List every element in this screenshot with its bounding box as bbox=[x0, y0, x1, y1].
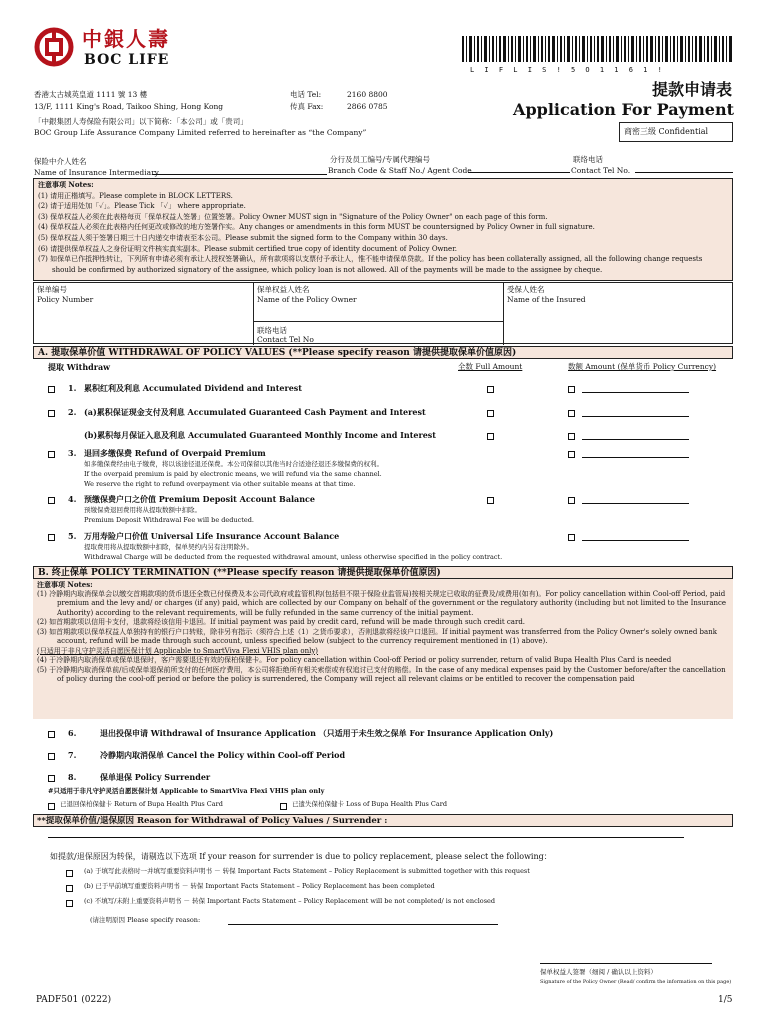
section-b-notes-title: 注意事项 Notes: bbox=[37, 580, 93, 589]
fax-label: 传真 Fax: bbox=[290, 102, 324, 111]
item-1-full-checkbox[interactable] bbox=[487, 386, 494, 393]
item-4-amount-checkbox[interactable] bbox=[568, 497, 575, 504]
reason-title: **提取保单价值/退保原因 Reason for Withdrawal of Policy Values / Surrender : bbox=[33, 814, 733, 827]
branch-label-cn: 分行及员工编号/专属代理编号 bbox=[330, 155, 431, 164]
policy-no-label-en: Policy Number bbox=[37, 295, 94, 304]
signature-line[interactable] bbox=[540, 963, 712, 964]
item-7-checkbox[interactable] bbox=[48, 753, 55, 760]
option-c-checkbox[interactable] bbox=[66, 900, 73, 907]
boc-emblem-icon bbox=[34, 27, 74, 67]
item-3-note-en-2: We reserve the right to refund overpayment via other suitable means at that time. bbox=[84, 480, 356, 488]
item-5-checkbox[interactable] bbox=[48, 534, 55, 541]
item-5-note-cn: 提取费用将从提取数额中扣除，保单契约内另有注明除外。 bbox=[84, 543, 253, 551]
intermediary-label-en: Name of Insurance Intermediary bbox=[34, 168, 159, 177]
item-3-label: 退回多缴保费 Refund of Overpaid Premium bbox=[84, 448, 266, 458]
item-4-label: 预缴保费户口之价值 Premium Deposit Account Balance bbox=[84, 494, 315, 504]
item-5-label: 万用寿险户口价值 Universal Life Insurance Account Balance bbox=[84, 531, 340, 541]
signature-label-cn: 保单权益人签署（细阅 / 确认以上资料） bbox=[540, 968, 657, 976]
item-2a-amount-field[interactable] bbox=[582, 408, 689, 417]
note-item: (2) 请于适用处加「✓」。Please Tick 「✓」 where appropriate. bbox=[38, 202, 246, 211]
item-5-note-en: Withdrawal Charge will be deducted from the requested withdrawal amount, unless otherwise specified in the policy contract. bbox=[84, 553, 503, 561]
owner-label-cn: 保单权益人姓名 bbox=[257, 285, 310, 294]
note-item: (1) 请用正楷填写。Please complete in BLOCK LETTERS. bbox=[38, 191, 233, 200]
replacement-question: 如提款/退保原因为转保，请剔选以下选项 If your reason for surrender is due to policy replacement, please select the following： bbox=[50, 852, 552, 861]
option-b-checkbox[interactable] bbox=[66, 885, 73, 892]
policy-tel-label-cn: 联络电话 bbox=[257, 326, 287, 335]
section-b-note: (5) 于冷静期内取消保单前/后或保单退保前所支付的任何医疗费用，本公司将拒绝所有相关索偿或有权追讨已支付的赔偿。In the case of any medical expenses paid by the Customer before/after the cancellation of policy during the cool-off period or before the policy is surrendered, the Company will reject all relevant claims or be entitled to recover the compensation paid bbox=[37, 665, 726, 683]
item-5-num: 5. bbox=[68, 531, 77, 541]
item-4-amount-field[interactable] bbox=[582, 495, 689, 504]
item-1-checkbox[interactable] bbox=[48, 386, 55, 393]
item-4-checkbox[interactable] bbox=[48, 497, 55, 504]
section-b-note: (2) 如首期款项以信用卡支付，退款将经该信用卡退回。If initial payment was paid by credit card, refund will be made through such credit card. bbox=[37, 618, 526, 626]
confidential-label: 商密三级 Confidential bbox=[624, 127, 709, 136]
item-2-num: 2. bbox=[68, 407, 77, 417]
note-item: (3) 保单权益人必须在此表格每页「保单权益人签署」位置签署。Policy Owner MUST sign in "Signature of the Policy Owner" on each page of this form. bbox=[38, 212, 548, 221]
item-1-num: 1. bbox=[68, 383, 77, 393]
branch-label-en: Branch Code & Staff No./ Agent Code bbox=[328, 166, 472, 175]
boc-logo bbox=[34, 25, 194, 71]
section-b-title: B. 终止保单 POLICY TERMINATION (**Please specify reason 请提供提取保单价值原因) bbox=[33, 566, 733, 579]
returned-card-checkbox[interactable] bbox=[48, 803, 55, 810]
item-2b-amount-checkbox[interactable] bbox=[568, 433, 575, 440]
company-note-en: BOC Group Life Assurance Company Limited referred to hereinafter as “the Company” bbox=[34, 128, 367, 137]
address-en: 13/F, 1111 King's Road, Taikoo Shing, Hong Kong bbox=[34, 102, 224, 111]
item-4-full-checkbox[interactable] bbox=[487, 497, 494, 504]
contact-label-cn: 联络电话 bbox=[573, 155, 603, 164]
item-5-amount-field[interactable] bbox=[582, 532, 689, 541]
brand-cn: 中銀人壽 bbox=[82, 27, 170, 51]
item-1-amount-field[interactable] bbox=[582, 384, 689, 393]
specify-reason-label: (请注明原因 Please specify reason: bbox=[90, 916, 201, 924]
item-3-note-cn: 如多缴保费经由电子缴费，将以该途径退还保费。本公司保留以其他当时合适途径退还多缴保费的权利。 bbox=[84, 460, 383, 468]
owner-label-en: Name of the Policy Owner bbox=[257, 295, 357, 304]
item-8-checkbox[interactable] bbox=[48, 775, 55, 782]
section-a-title: A. 提取保单价值 WITHDRAWAL OF POLICY VALUES (**Please specify reason 请提供提取保单价值原因) bbox=[33, 346, 733, 359]
smartviva-only-note: #只适用于非凡守护灵活自愿医保计划 Applicable to SmartViva Flexi VHIS plan only bbox=[48, 787, 325, 795]
fax-value: 2866 0785 bbox=[347, 102, 388, 111]
option-a-checkbox[interactable] bbox=[66, 870, 73, 877]
note-item: (6) 请提供保单权益人之身份证明文件核实真实副本。Please submit certified true copy of identity document of Policy Owner. bbox=[38, 244, 457, 253]
lost-card-checkbox[interactable] bbox=[280, 803, 287, 810]
policy-info-table bbox=[33, 282, 733, 344]
item-1-label: 累积红利及利息 Accumulated Dividend and Interest bbox=[84, 383, 302, 393]
item-6-num: 6. bbox=[68, 728, 77, 738]
policy-no-label-cn: 保单编号 bbox=[37, 285, 67, 294]
form-code: PADF501 (0222) bbox=[36, 995, 112, 1005]
item-3-num: 3. bbox=[68, 448, 77, 458]
tel-label: 电话 Tel: bbox=[290, 90, 322, 99]
address-cn: 香港太古城英皇道 1111 號 13 樓 bbox=[34, 90, 148, 99]
specify-reason-field[interactable] bbox=[228, 916, 498, 925]
section-b-note: (3) 如首期款项以保单权益人单独持有的银行户口转账，除非另有指示（须符合上述（1）之货币要求），否则退款将经该户口退回。If initial payment was transferred from the Policy Owner's solely owned bank account, refund will be made through such account, unless specified below (subject to the currency requirement mentioned in (1) above). bbox=[37, 627, 717, 645]
amount-header: 数额 Amount (保单货币 Policy Currency) bbox=[568, 362, 717, 371]
item-4-note-cn: 预缴保费退回费用将从提取数额中扣除。 bbox=[84, 506, 201, 514]
barcode-icon bbox=[462, 36, 734, 64]
item-7-num: 7. bbox=[68, 750, 77, 760]
contact-label-en: Contact Tel No. bbox=[571, 166, 631, 175]
item-2b-amount-field[interactable] bbox=[582, 431, 689, 440]
item-3-checkbox[interactable] bbox=[48, 451, 55, 458]
item-6-label: 退出投保申请 Withdrawal of Insurance Application （只适用于未生效之保单 For Insurance Application Only) bbox=[100, 728, 554, 738]
full-amount-header: 全数 Full Amount bbox=[458, 362, 523, 371]
barcode-text: L I F L I S ! 5 O 1 1 6 1 ! bbox=[470, 66, 665, 74]
intermediary-name-field[interactable] bbox=[152, 166, 327, 175]
item-1-amount-checkbox[interactable] bbox=[568, 386, 575, 393]
insured-label-en: Name of the Insured bbox=[507, 295, 586, 304]
policy-tel-label-en: Contact Tel No bbox=[257, 335, 314, 344]
item-2a-amount-checkbox[interactable] bbox=[568, 410, 575, 417]
item-6-checkbox[interactable] bbox=[48, 731, 55, 738]
intermediary-label-cn: 保险中介人姓名 bbox=[34, 157, 87, 166]
item-3-amount-field[interactable] bbox=[582, 449, 689, 458]
notes-title: 注意事项 Notes: bbox=[38, 180, 94, 189]
item-2a-full-checkbox[interactable] bbox=[487, 410, 494, 417]
item-2b-full-checkbox[interactable] bbox=[487, 433, 494, 440]
title-en: Application For Payment bbox=[513, 100, 734, 119]
lost-card-label: 已遗失保柏保健卡 Loss of Bupa Health Plus Card bbox=[292, 800, 447, 808]
insured-label-cn: 受保人姓名 bbox=[507, 285, 545, 294]
option-c-label: (c) 不填写/未附上重要资料声明书 － 转保 Important Facts Statement – Policy Replacement will be not completed/ is not enclosed bbox=[84, 897, 496, 905]
brand-en: BOC LIFE bbox=[84, 52, 170, 68]
section-b-note: (4) 于冷静期内取消保单或保单退保时，客户需要退还有效的保柏保健卡。For policy cancellation within Cool-off Period or policy surrender, return of valid Bupa Health Plus Card is needed bbox=[37, 656, 672, 664]
item-4-note-en: Premium Deposit Withdrawal Fee will be deducted. bbox=[84, 516, 254, 524]
section-b-notes bbox=[33, 579, 733, 719]
smartviva-note: (只适用于非凡守护灵活自愿医保计划 Applicable to SmartViva Flexi VHIS plan only) bbox=[37, 646, 319, 655]
signature-label-en: Signature of the Policy Owner (Read/ confirm the information on this page) bbox=[540, 979, 732, 985]
note-item: (4) 保单权益人必须在此表格内任何更改或修改的地方签署作实。Any changes or amendments in this form MUST be countersigned by Policy Owner in full signature. bbox=[38, 223, 595, 232]
item-4-num: 4. bbox=[68, 494, 77, 504]
title-cn: 提款申请表 bbox=[651, 80, 732, 99]
item-8-label: 保单退保 Policy Surrender bbox=[100, 772, 211, 782]
item-2b-label: (b)累积每月保证入息及利息 Accumulated Guaranteed Monthly Income and Interest bbox=[84, 430, 437, 440]
item-2a-checkbox[interactable] bbox=[48, 410, 55, 417]
contact-tel-field[interactable] bbox=[635, 164, 733, 173]
item-7-label: 冷静期内取消保单 Cancel the Policy within Cool-off Period bbox=[100, 750, 346, 760]
branch-code-field[interactable] bbox=[468, 164, 570, 173]
item-8-num: 8. bbox=[68, 772, 77, 782]
returned-card-label: 已退回保柏保健卡 Return of Bupa Health Plus Card bbox=[60, 800, 223, 808]
company-note-cn: 「中銀集团人寿保险有限公司」以下简称：「本公司」或「贵司」 bbox=[34, 117, 248, 126]
page-number: 1/5 bbox=[718, 995, 733, 1005]
item-5-amount-checkbox[interactable] bbox=[568, 534, 575, 541]
item-2a-label: (a)累积保证现金支付及利息 Accumulated Guaranteed Cash Payment and Interest bbox=[84, 407, 426, 417]
notes-box bbox=[33, 178, 733, 281]
note-item: (5) 保单权益人须于签署日期三十日内递交申请表至本公司。Please submit the signed form to the Company within 30 days. bbox=[38, 233, 448, 242]
option-b-label: (b) 已于早前填写重要资料声明书 － 转保 Important Facts Statement – Policy Replacement has been completed bbox=[84, 882, 435, 890]
barcode bbox=[462, 36, 734, 64]
item-3-note-en-1: If the overpaid premium is paid by electronic means, we will refund via the same channel. bbox=[84, 470, 382, 478]
reason-line[interactable] bbox=[48, 830, 684, 838]
section-b-note: (1) 冷静期内取消保单会以缴交首期款项的货币退还全数已付保费及本公司代政府或监管机构(包括但不限于保险业监管局)按相关规定已收取的征费及/或费用(如有)。For policy cancellation within Cool-off Period, paid premium and the levy and/ or charges (if any) paid, which are collected by our Company on behalf of the government or the regulatory authority (including but not limited to the Insurance Authority) according to the relevant requirements, will be fully refunded in the same currency of the initial payment. bbox=[37, 589, 727, 617]
option-a-label: (a) 于填写此表格时一并填写重要资料声明书 － 转保 Important Facts Statement – Policy Replacement is submitted together with this request bbox=[84, 867, 530, 875]
tel-value: 2160 8800 bbox=[347, 90, 388, 99]
withdraw-label: 提取 Withdraw bbox=[48, 362, 111, 372]
note-item: (7) 如保单已作抵押性转让，下列所有申请必须有承让人授权签署确认，所有款项将以支票付予承让人，惟不能申请保单贷款。If the policy has been collaterally assigned, all the following change requests should be confirmed by authorized signatory of the assignee, which policy loan is not allowed. All of the payments will be made to the assignee by cheque. bbox=[38, 255, 703, 274]
item-3-amount-checkbox[interactable] bbox=[568, 451, 575, 458]
